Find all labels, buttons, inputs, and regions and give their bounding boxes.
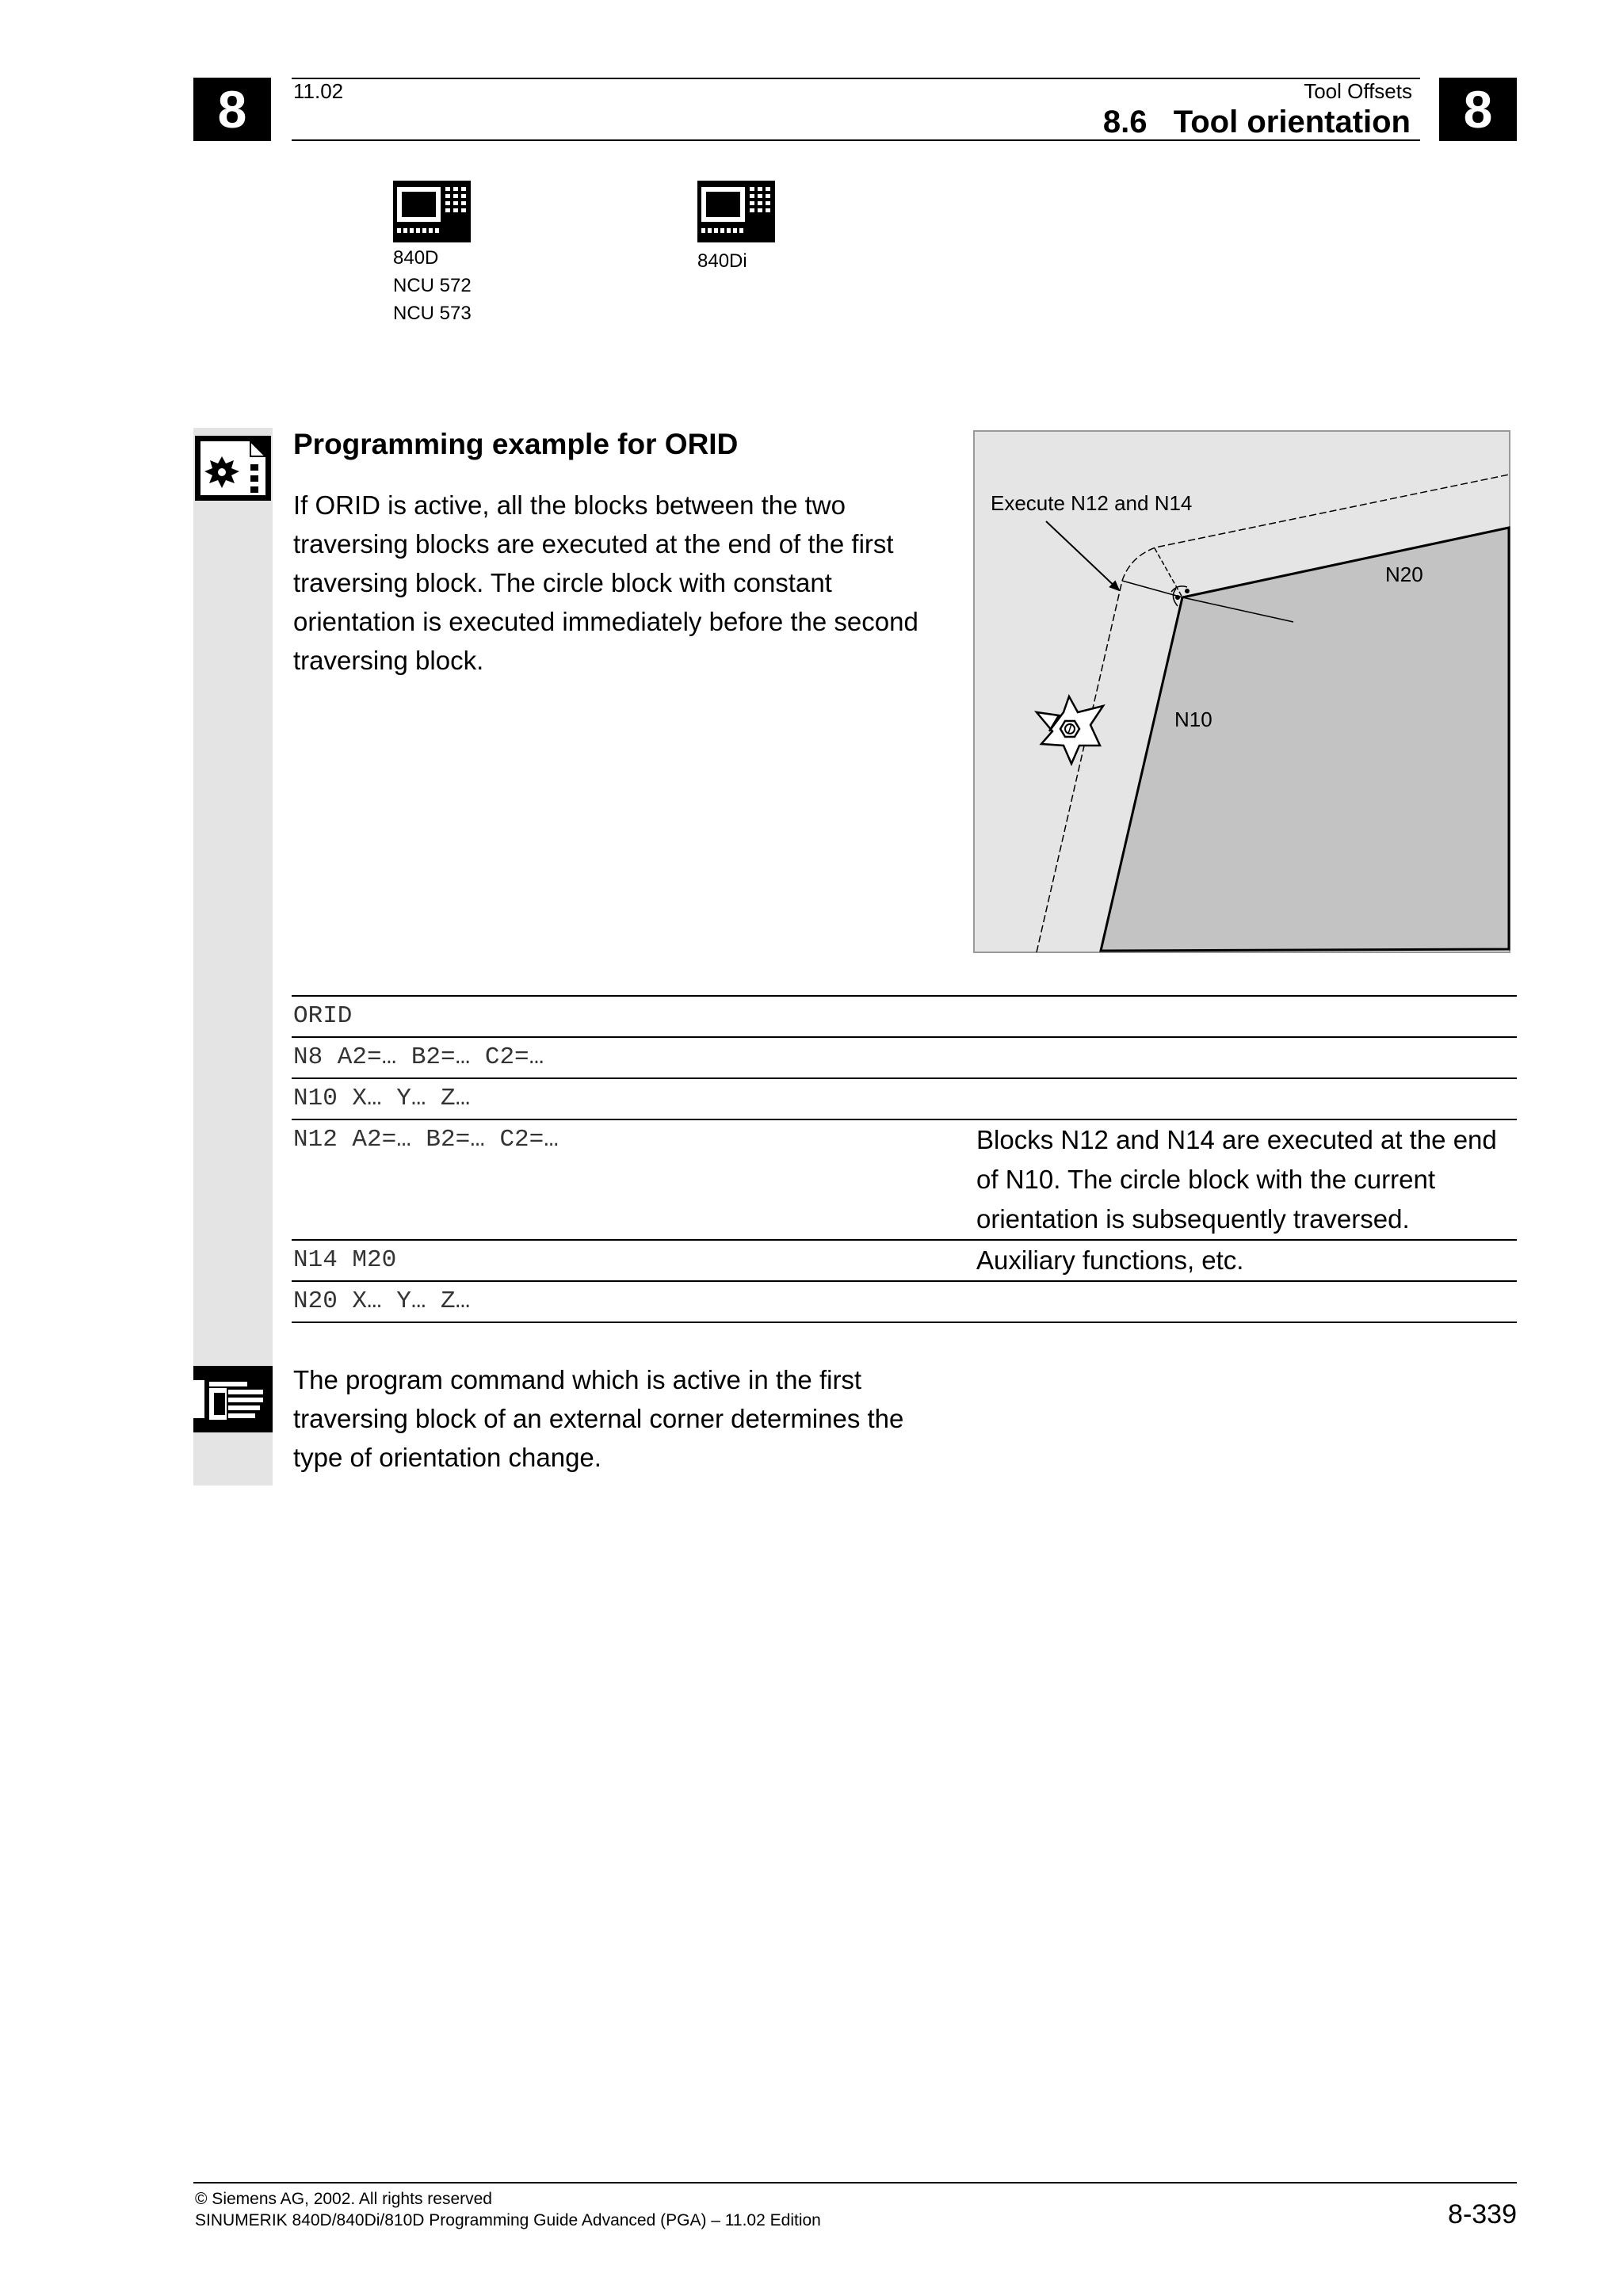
header-date: 11.02 xyxy=(293,79,344,103)
chapter-number-badge-left: 8 xyxy=(193,78,271,141)
description-cell: Blocks N12 and N14 are executed at the end of N10. The circle block with the current orientation is subsequently traversed. xyxy=(976,1125,1497,1234)
header-top-rule xyxy=(292,78,1420,79)
footer-copyright: © Siemens AG, 2002. All rights reserved xyxy=(195,2190,492,2208)
control-panel-icon xyxy=(697,181,775,242)
control-panel-icon xyxy=(393,181,471,242)
code-cell: N8 A2=… B2=… C2=… xyxy=(293,1043,544,1071)
code-cell: N20 X… Y… Z… xyxy=(293,1287,471,1315)
annotation-label: Execute N12 and N14 xyxy=(991,491,1193,515)
label-n10: N10 xyxy=(1174,707,1212,731)
table-row xyxy=(292,1119,1517,1239)
description-cell xyxy=(975,997,1517,1036)
margin-bar xyxy=(193,428,273,1486)
section-heading: Programming example for ORID xyxy=(293,428,739,460)
footer-rule xyxy=(193,2182,1517,2183)
page-number: 8-339 xyxy=(1448,2199,1517,2229)
note-hand-icon xyxy=(193,1366,273,1432)
orid-diagram xyxy=(973,430,1510,953)
table-row xyxy=(292,1077,1517,1119)
label-n20: N20 xyxy=(1385,563,1423,586)
intro-paragraph: If ORID is active, all the blocks between the two traversing blocks are executed at the end of the first traversing block. The circle block with constant orientation is executed immediately before the second traversing block. xyxy=(293,490,918,675)
table-row xyxy=(292,995,1517,1036)
code-table xyxy=(292,995,1517,1323)
description-cell xyxy=(975,1038,1517,1077)
table-row xyxy=(292,1280,1517,1323)
right-angle-dot xyxy=(1175,595,1180,600)
control-variant-labels-1 xyxy=(393,244,472,327)
table-row xyxy=(292,1036,1517,1077)
description-cell xyxy=(975,1282,1517,1322)
footer-document-title: SINUMERIK 840D/840Di/810D Programming Guide Advanced (PGA) – 11.02 Edition xyxy=(195,2211,821,2229)
code-cell: N14 M20 xyxy=(293,1246,397,1274)
note-paragraph: The program command which is active in the first traversing block of an external corner determines the type of orientation change. xyxy=(293,1365,904,1472)
header-bottom-rule xyxy=(292,139,1420,141)
chapter-number-badge-right: 8 xyxy=(1439,78,1517,141)
description-cell xyxy=(975,1079,1517,1119)
header-chapter-title: Tool Offsets xyxy=(1304,79,1412,103)
header-section-title: 8.6 Tool orientation xyxy=(1102,105,1411,139)
programming-example-icon xyxy=(193,434,273,502)
control-label: 840D xyxy=(393,247,439,269)
description-cell: Auxiliary functions, etc. xyxy=(976,1245,1244,1275)
control-label: 840Di xyxy=(697,250,747,272)
code-cell: ORID xyxy=(293,1002,353,1030)
table-row xyxy=(292,1239,1517,1280)
control-label: NCU 572 xyxy=(393,275,472,296)
code-cell: N10 X… Y… Z… xyxy=(293,1085,471,1112)
control-label: NCU 573 xyxy=(393,303,472,324)
right-angle-dot xyxy=(1185,589,1190,593)
control-variant-labels-2 xyxy=(697,247,747,275)
code-cell: N12 A2=… B2=… C2=… xyxy=(293,1126,559,1154)
